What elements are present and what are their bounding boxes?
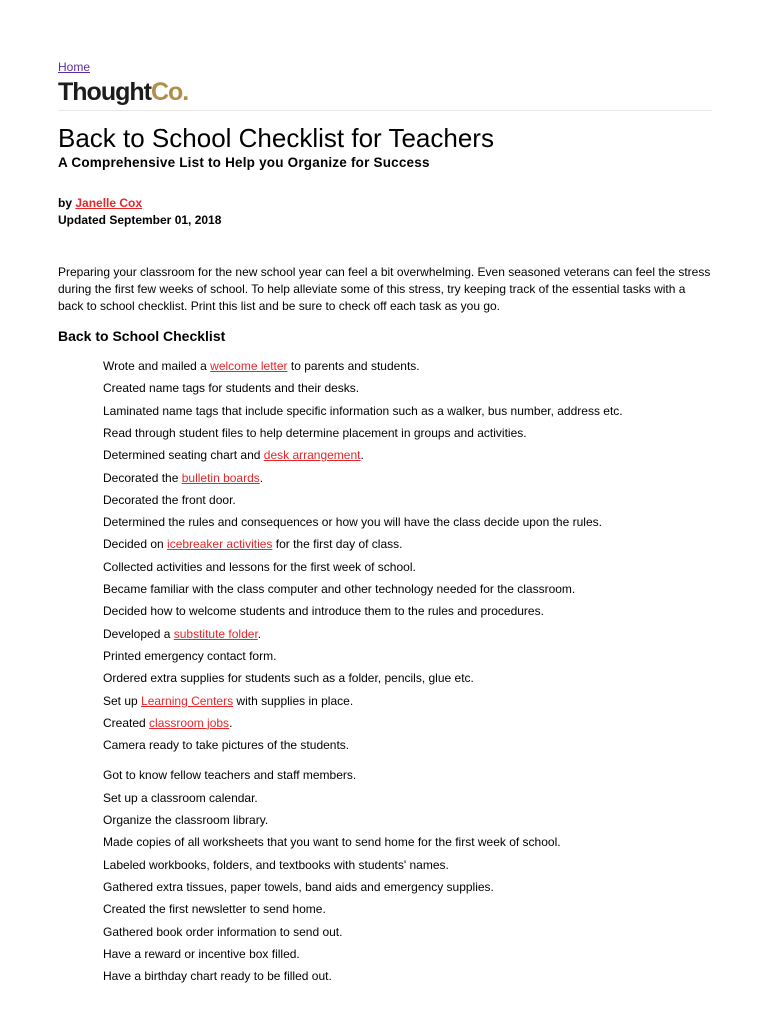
- checklist-item-text: Gathered extra tissues, paper towels, band aids and emergency supplies.: [103, 879, 494, 894]
- page-subtitle: A Comprehensive List to Help you Organize for Success: [58, 155, 430, 170]
- checklist-item-text: Determined seating chart and: [103, 448, 264, 463]
- checklist-item-text-after: .: [259, 470, 264, 485]
- checklist-item-text: Have a birthday chart ready to be filled out.: [103, 969, 332, 984]
- checklist-item: [103, 515, 602, 529]
- checklist-item: [103, 471, 263, 485]
- checklist-item-text: Determined the rules and consequences or how you will have the class decide upon the rules.: [103, 515, 602, 530]
- checklist-item: [103, 537, 402, 551]
- checklist-item-link[interactable]: welcome letter: [210, 359, 288, 373]
- checklist-item-text-after: .: [360, 448, 364, 463]
- checklist-item-text: Camera ready to take pictures of the students.: [103, 738, 350, 753]
- intro-paragraph: Preparing your classroom for the new school year can feel a bit overwhelming. Even seasoned veterans can feel the stress during the first few weeks of school. To help alleviate some of this stress, try keeping track of the essential tasks with a back to school checklist. Print this list and be sure to check off each task as you go.: [58, 265, 711, 313]
- checklist-item-text: Laminated name tags that include specific information such as a walker, bus number, address etc.: [103, 403, 623, 418]
- checklist-item: [103, 426, 527, 440]
- checklist-item: [103, 694, 353, 708]
- updated-date: Updated September 01, 2018: [58, 213, 222, 227]
- checklist-item-text: Decided on: [103, 537, 168, 552]
- checklist-item-text: Organize the classroom library.: [103, 813, 269, 827]
- checklist-item: [103, 925, 342, 939]
- checklist-item-text: Decorated the: [103, 470, 182, 485]
- checklist-item-text: Became familiar with the class computer and other technology needed for the classroom.: [103, 582, 576, 596]
- checklist-item-text: Have a reward or incentive box filled.: [103, 946, 300, 961]
- section-title: Back to School Checklist: [58, 328, 226, 344]
- checklist-item: [103, 902, 326, 916]
- checklist-item: [103, 947, 300, 961]
- checklist-item-text: Decided how to welcome students and introduce them to the rules and procedures.: [103, 604, 544, 619]
- checklist-item-text: Read through student files to help determine placement in groups and activities.: [103, 425, 527, 440]
- byline-prefix: by: [58, 196, 73, 210]
- checklist-item-text: Created the first newsletter to send home.: [103, 902, 326, 917]
- checklist-item-text: Created: [103, 715, 150, 730]
- checklist-item-link[interactable]: classroom jobs: [149, 715, 230, 730]
- checklist-item: [103, 768, 356, 782]
- logo-text-part1: Thought: [58, 78, 151, 106]
- checklist-item-text: Got to know fellow teachers and staff members.: [103, 768, 357, 783]
- checklist-item: [103, 835, 561, 849]
- checklist-item: [103, 716, 232, 730]
- checklist-item-text: Labeled workbooks, folders, and textbooks with students' names.: [103, 857, 449, 872]
- checklist-item: [103, 627, 261, 641]
- thoughtco-logo[interactable]: [58, 78, 188, 107]
- checklist-item: [103, 969, 332, 983]
- logo-text-part2: Co.: [150, 78, 189, 106]
- checklist-item-text: Collected activities and lessons for the first week of school.: [103, 559, 416, 574]
- checklist-item-link[interactable]: Learning Centers: [141, 693, 234, 708]
- checklist-item-text: Created name tags for students and their desks.: [103, 381, 360, 396]
- header-divider: [58, 110, 712, 111]
- checklist-item: [103, 649, 276, 663]
- author-link[interactable]: Janelle Cox: [75, 196, 143, 210]
- checklist-item-link[interactable]: substitute folder: [173, 626, 258, 641]
- checklist-item-link[interactable]: icebreaker activities: [167, 537, 273, 552]
- checklist-item-text: Decorated the front door.: [103, 492, 236, 507]
- checklist-item: [103, 813, 268, 827]
- checklist-item-text: Developed a: [103, 626, 174, 641]
- checklist-item: [103, 858, 449, 872]
- checklist-item: [103, 448, 364, 462]
- checklist-item: [103, 738, 349, 752]
- checklist-item-text: Wrote and mailed a: [103, 359, 211, 373]
- checklist-item-text-after: to parents and students.: [287, 359, 420, 373]
- checklist-item: [103, 582, 575, 596]
- byline: [58, 196, 142, 210]
- checklist-item-text-after: .: [229, 715, 233, 730]
- checklist-item: [103, 404, 623, 418]
- checklist-item-text: Printed emergency contact form.: [103, 648, 277, 663]
- checklist-item: [103, 791, 258, 805]
- checklist-item-text-after: .: [257, 626, 262, 641]
- checklist-item-link[interactable]: desk arrangement: [263, 448, 361, 463]
- checklist-item-text: Gathered book order information to send out.: [103, 924, 343, 939]
- checklist-item-text: Made copies of all worksheets that you want to send home for the first week of school.: [103, 835, 561, 850]
- checklist-item: [103, 359, 420, 373]
- checklist-item-text-after: with supplies in place.: [233, 693, 354, 708]
- home-link[interactable]: Home: [58, 60, 91, 74]
- checklist-item-text: Set up: [103, 693, 142, 708]
- checklist-item: [103, 560, 416, 574]
- page-title: Back to School Checklist for Teachers: [58, 123, 494, 153]
- checklist-item-text: Set up a classroom calendar.: [103, 790, 258, 805]
- checklist-item: [103, 671, 474, 685]
- checklist-item-text: Ordered extra supplies for students such as a folder, pencils, glue etc.: [103, 671, 474, 686]
- checklist-item: [103, 880, 494, 894]
- checklist-item-text-after: for the first day of class.: [272, 537, 403, 552]
- checklist-item: [103, 604, 544, 618]
- checklist-item: [103, 381, 359, 395]
- checklist-item-link[interactable]: bulletin boards: [181, 470, 260, 485]
- checklist-item: [103, 493, 236, 507]
